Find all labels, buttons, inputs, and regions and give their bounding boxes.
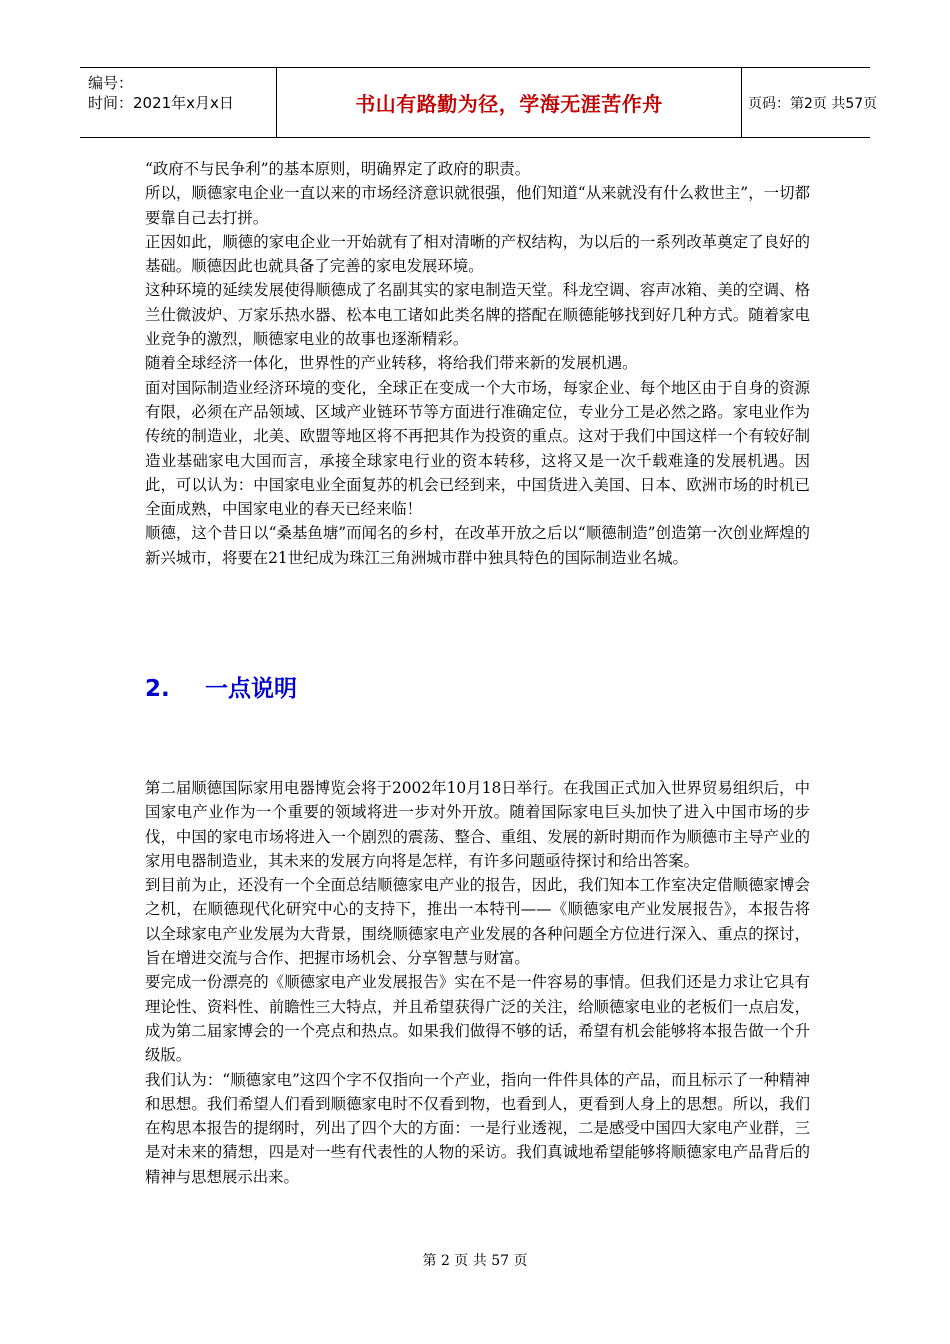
motto-text: 书山有路勤为径，学海无涯苦作舟 xyxy=(355,92,663,116)
header-left-cell xyxy=(80,68,277,137)
section-heading xyxy=(145,670,297,703)
page-header xyxy=(80,67,878,138)
paragraph: 我们认为：“顺德家电”这四个字不仅指向一个产业，指向一件件具体的产品，而且标示了一种精神和思想。我们希望人们看到顺德家电时不仅看到物，也看到人，更看到人身上的思想。所以，我们在构思本报告的提纲时，列出了四个大的方面：一是行业透视，二是感受中国四大家电产业群，三是对未来的猜想，四是对一些有代表性的人物的采访。我们真诚地希望能够将顺德家电产品背后的精神与思想展示出来。 xyxy=(145,1070,810,1186)
paragraph: 正因如此，顺德的家电企业一开始就有了相对清晰的产权结构，为以后的一系列改革奠定了良好的基础。顺德因此也就具备了完善的家电发展环境。 xyxy=(145,232,810,276)
body-section-top xyxy=(145,157,810,570)
page-info: 页码：第2页 共57页 xyxy=(748,95,878,112)
body-section-bottom xyxy=(145,776,810,1189)
paragraph: 顺德，这个昔日以“桑基鱼塘”而闻名的乡村，在改革开放之后以“顺德制造”创造第一次创业辉煌的新兴城市，将要在21世纪成为珠江三角洲城市群中独具特色的国际制造业名城。 xyxy=(145,524,810,567)
paragraph: “政府不与民争利”的基本原则，明确界定了政府的职责。 xyxy=(145,160,531,178)
section-number: 2. xyxy=(145,676,170,702)
paragraph: 要完成一份漂亮的《顺德家电产业发展报告》实在不是一件容易的事情。但我们还是力求让它具有理论性、资料性、前瞻性三大特点，并且希望获得广泛的关注，给顺德家电业的老板们一点启发，成为第二届家博会的一个亮点和热点。如果我们做得不够的话，希望有机会能够将本报告做一个升级版。 xyxy=(145,973,810,1065)
time-label: 时间：2021年x月x日 xyxy=(88,94,234,112)
paragraph: 第二届顺德国际家用电器博览会将于2002年10月18日举行。在我国正式加入世界贸易组织后，中国家电产业作为一个重要的领域将进一步对外开放。随着国际家电巨头加快了进入中国市场的步伐，中国的家电市场将进入一个剧烈的震荡、整合、重组、发展的新时期而作为顺德市主导产业的家用电器制造业，其未来的发展方向将是怎样，有许多问题亟待探讨和给出答案。 xyxy=(145,779,810,870)
header-motto-cell xyxy=(277,68,742,137)
code-label: 编号： xyxy=(88,74,134,92)
paragraph: 面对国际制造业经济环境的变化，全球正在变成一个大市场，每家企业、每个地区由于自身的资源有限，必须在产品领域、区域产业链环节等方面进行准确定位，专业分工是必然之路。家电业作为传统的制造业，北美、欧盟等地区将不再把其作为投资的重点。这对于我们中国这样一个有较好制造业基础家电大国而言，承接全球家电行业的资本转移，这将又是一次千载难逢的发展机遇。因此，可以认为：中国家电业全面复苏的机会已经到来，中国货进入美国、日本、欧洲市场的时机已全面成熟，中国家电业的春天已经来临！ xyxy=(145,378,810,519)
paragraph: 随着全球经济一体化，世界性的产业转移，将给我们带来新的发展机遇。 xyxy=(145,354,638,373)
paragraph: 所以，顺德家电企业一直以来的市场经济意识就很强，他们知道“从来就没有什么救世主”，一切都要靠自己去打拼。 xyxy=(145,184,810,227)
page-footer: 第 2 页 共 57 页 xyxy=(422,1253,528,1269)
section-title-text: 一点说明 xyxy=(205,676,297,702)
paragraph: 这种环境的延续发展使得顺德成了名副其实的家电制造天堂。科龙空调、容声冰箱、美的空调、格兰仕微波炉、万家乐热水器、松本电工诸如此类名牌的搭配在顺德能够找到好几种方式。随着家电业竞争的激烈，顺德家电业的故事也逐渐精彩。 xyxy=(145,281,810,349)
paragraph: 到目前为止，还没有一个全面总结顺德家电产业的报告，因此，我们知本工作室决定借顺德家博会之机，在顺德现代化研究中心的支持下，推出一本特刊——《顺德家电产业发展报告》，本报告将以全球家电产业发展为大背景，围绕顺德家电产业发展的各种问题全方位进行深入、重点的探讨，旨在增进交流与合作、把握市场机会、分享智慧与财富。 xyxy=(145,876,810,968)
header-right-cell xyxy=(742,68,878,137)
